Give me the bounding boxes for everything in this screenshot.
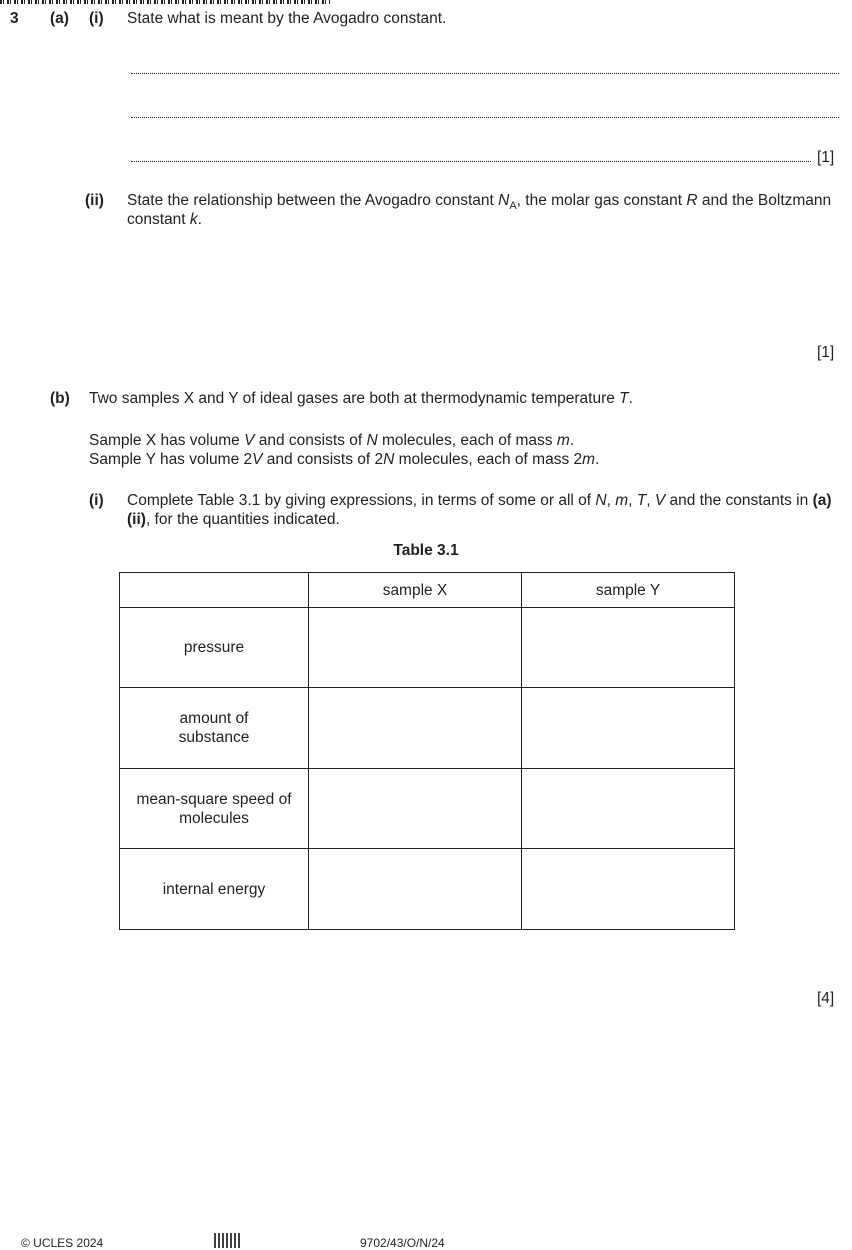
marks-b-i: [4]: [817, 990, 835, 1007]
marks-a-ii: [1]: [817, 344, 835, 361]
cell-energy-x[interactable]: [309, 849, 522, 930]
answer-line-1[interactable]: [131, 73, 839, 74]
header-blank: [120, 573, 309, 608]
sample-x-description: Sample X has volume V and consists of N molecules, each of mass m.: [89, 432, 575, 449]
question-number: 3: [10, 10, 19, 27]
row-label-internal-energy: internal energy: [120, 849, 309, 930]
part-b-i-label: (i): [89, 492, 104, 509]
table-row: [120, 688, 735, 769]
answer-line-3[interactable]: [131, 161, 811, 162]
footer-copyright: © UCLES 2024: [21, 1236, 104, 1250]
cell-amount-x[interactable]: [309, 688, 522, 769]
cell-speed-x[interactable]: [309, 769, 522, 849]
cell-speed-y[interactable]: [522, 769, 735, 849]
table-title: Table 3.1: [393, 542, 459, 559]
part-a-ii-question: State the relationship between the Avogadro constant $N_A$, the molar gas constant R and the Boltzmann constant k.: [127, 192, 832, 228]
top-barcode: [0, 0, 330, 4]
header-sample-y: sample Y: [522, 573, 735, 608]
footer-qr-code: [214, 1233, 242, 1248]
answer-space-a-ii[interactable]: [127, 240, 827, 330]
part-b-label: (b): [50, 390, 70, 407]
row-label-mean-square-speed: mean-square speed of molecules: [120, 769, 309, 849]
answer-line-2[interactable]: [131, 117, 839, 118]
cell-pressure-x[interactable]: [309, 608, 522, 688]
footer-paper-code: 9702/43/O/N/24: [360, 1236, 445, 1250]
header-sample-x: sample X: [309, 573, 522, 608]
cell-pressure-y[interactable]: [522, 608, 735, 688]
row-label-amount: amount of substance: [120, 688, 309, 769]
table-row: [120, 849, 735, 930]
marks-a-i: [1]: [817, 149, 835, 166]
part-a-i-label: (i): [89, 10, 104, 27]
sample-y-description: Sample Y has volume 2V and consists of 2N molecules, each of mass 2m.: [89, 451, 600, 468]
cell-amount-y[interactable]: [522, 688, 735, 769]
part-a-i-question: State what is meant by the Avogadro constant.: [127, 10, 447, 27]
table-row: [120, 769, 735, 849]
row-label-pressure: pressure: [120, 608, 309, 688]
table-3-1: [119, 572, 735, 930]
table-header-row: [120, 573, 735, 608]
part-b-intro: Two samples X and Y of ideal gases are both at thermodynamic temperature T.: [89, 390, 633, 407]
part-b-i-question: Complete Table 3.1 by giving expressions, in terms of some or all of N, m, T, V and the constants in (a)(ii), for the quantities indicated.: [127, 492, 832, 528]
table-row: [120, 608, 735, 688]
cell-energy-y[interactable]: [522, 849, 735, 930]
part-a-ii-label: (ii): [85, 192, 104, 209]
part-a-label: (a): [50, 10, 69, 27]
